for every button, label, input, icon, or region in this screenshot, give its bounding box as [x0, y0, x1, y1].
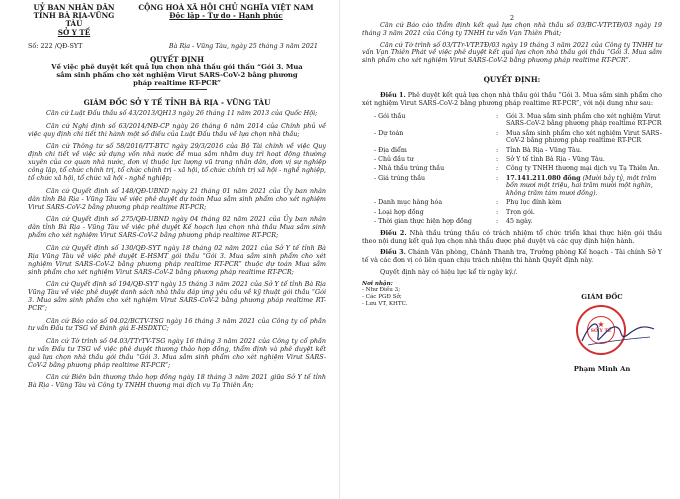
table-row: - Nhà thầu trúng thầu : Công ty TNHH thương mại dịch vụ Tạ Thiên Ân. [362, 165, 662, 174]
signature-block [542, 281, 662, 373]
legal-basis-item: Căn cứ Quyết định số 194/QĐ-SYT ngày 15 tháng 3 năm 2021 của Sở Y tế tỉnh Bà Rịa Vũng Tàu về việc phê duyệt danh sách nhà thầu đáp ứng yêu cầu về kỹ thuật gói thầu “Gói 3. Mua sắm sinh phẩm cho xét nghiệm Virut SARS-CoV-2 bằng phương pháp realtime RT-PCR”; [28, 280, 326, 312]
table-row: - Loại hợp đồng : Trọn gói. [362, 208, 662, 217]
legal-basis-item: Căn cứ Nghị định số 63/2014/NĐ-CP ngày 26 tháng 6 năm 2014 của Chính phủ về việc quy định chi tiết thi hành một số điều của Luật Đấu thầu về lựa chọn nhà thầu; [28, 121, 326, 138]
signer-name: Phạm Minh An [573, 364, 631, 373]
row-label: - Nhà thầu trúng thầu [374, 165, 445, 173]
org-line-3: SỞ Y TẾ [57, 27, 91, 37]
row-value: Tỉnh Bà Rịa - Vũng Tàu. [506, 146, 582, 154]
country-name: CỘNG HOÀ XÃ HỘI CHỦ NGHĨA VIỆT NAM [138, 3, 314, 12]
table-row: - Chủ đầu tư : Sở Y tế tỉnh Bà Rịa - Vũng Tàu. [362, 155, 662, 164]
article-2 [362, 230, 662, 246]
row-value: Trọn gói. [506, 208, 535, 216]
seal-text: SỞ Y TẾ [590, 328, 612, 334]
article-1-text: Phê duyệt kết quả lựa chọn nhà thầu gói thầu “Gói 3. Mua sắm sinh phẩm cho xét nghiệm Virut SARS-CoV-2 bằng phương pháp realtime RT-PCR”, với nội dung như sau: [362, 91, 662, 108]
row-label: - Danh mục hàng hóa [374, 199, 443, 207]
seal-star-icon: ★ [597, 319, 605, 329]
page-number: 2 [509, 14, 515, 22]
recipient-item: - Như Điều 3; [362, 287, 401, 294]
legal-basis-item: Căn cứ Báo cáo số 04.02/BCTV-TSG ngày 16 tháng 3 năm 2021 của Công ty cổ phần tư vấn Đấu tư TSG về Đánh giá E-HSDXTC; [28, 316, 326, 333]
org-line-1: UỶ BAN NHÂN DÂN [33, 3, 115, 12]
article-3 [362, 249, 662, 265]
effective-clause: Quyết định này có hiệu lực kể từ ngày ký./. [380, 267, 518, 276]
article-1 [362, 92, 662, 108]
page-2 [340, 0, 680, 499]
table-row: - Địa điểm : Tỉnh Bà Rịa - Vũng Tàu. [362, 146, 662, 155]
decision-heading: QUYẾT ĐỊNH: [483, 75, 541, 85]
row-label: - Gói thầu [374, 112, 406, 120]
row-label: - Dự toán [374, 129, 404, 137]
legal-basis-item: Căn cứ Tờ trình số 03/TTr-VTP.TĐ/03 ngày 19 tháng 3 năm 2021 của Công ty TNHH tư vấn Vạn Thiên Phát về việc phê duyệt kết quả lựa chọn nhà thầu gói thầu “Gói 3. Mua sắm sinh phẩm cho xét nghiệm Virut SARS-CoV-2 bằng phương pháp realtime RT-PCR”. [362, 40, 662, 65]
row-value: Sở Y tế tỉnh Bà Rịa - Vũng Tàu. [506, 156, 605, 164]
row-label: - Thời gian thực hiện hợp đồng [374, 218, 472, 226]
row-label: - Loại hợp đồng [374, 208, 424, 216]
recipients-block [362, 281, 472, 373]
signature-section [362, 281, 662, 373]
table-row: - Danh mục hàng hóa : Phụ lục đính kèm [362, 198, 662, 207]
legal-basis-item: Căn cứ Quyết định số 148/QĐ-UBND ngày 21 tháng 01 năm 2021 của Ủy ban nhân dân tỉnh Bà Rịa - Vũng Tàu về việc phê duyệt dự toán Mua sắm sinh phẩm cho xét nghiệm Virut SARS-CoV-2 bằng phương pháp realtime RT-PCR; [28, 186, 326, 211]
decision-title: QUYẾT ĐỊNH [150, 54, 204, 64]
row-label: - Chủ đầu tư [374, 156, 414, 164]
recipient-item: - Lưu VT, KHTC. [362, 300, 408, 307]
row-value: Gói 3. Mua sắm sinh phẩm cho xét nghiệm Virut SARS-CoV-2 bằng phương pháp realtime RT-PCR [506, 112, 662, 128]
row-label: - Giá trúng thầu [374, 174, 426, 182]
table-row: - Thời gian thực hiện hợp đồng : 45 ngày. [362, 217, 662, 226]
table-row: - Giá trúng thầu : 17.141.211.080 đồng (Mười bảy tỷ, một trăm bốn mươi một triệu, hai trăm mười một nghìn, không trăm tám mươi đồng). [362, 174, 662, 199]
row-label: - Địa điểm [374, 146, 407, 154]
legal-basis-item: Căn cứ Quyết định số 275/QĐ-UBND ngày 04 tháng 02 năm 2021 của Ủy ban nhân dân tỉnh Bà Rịa - Vũng Tàu về việc phê duyệt Kế hoạch lựa chọn nhà thầu Mua sắm sinh phẩm cho xét nghiệm Virut SARS-CoV-2 bằng phương pháp realtime RT-PCR; [28, 215, 326, 240]
article-1-heading: Điều 1. [380, 91, 406, 100]
signer-role: GIÁM ĐỐC [581, 292, 623, 301]
legal-bases [28, 110, 326, 390]
document-number: Số: 222 /QĐ-SYT [28, 41, 83, 50]
title-rule [147, 89, 207, 90]
award-details-table [362, 112, 662, 227]
row-value: Công ty TNHH thương mại dịch vụ Tạ Thiên Ân. [506, 165, 660, 173]
issuing-authority: GIÁM ĐỐC SỞ Y TẾ TỈNH BÀ RỊA - VŨNG TÀU [83, 98, 271, 108]
row-value [506, 174, 662, 199]
decision-subtitle: Về việc phê duyệt kết quả lựa chọn nhà thầu gói thầu “Gói 3. Mua sắm sinh phẩm cho xét nghiệm Virut SARS-CoV-2 bằng phương pháp realtime RT-PCR” [51, 63, 303, 87]
recipient-item: - Các PGĐ Sở; [362, 294, 402, 301]
issuing-organization [28, 4, 120, 37]
recipients-heading: Nơi nhận: [362, 280, 393, 287]
contract-amount: 17.141.211.080 đồng [506, 174, 581, 182]
national-motto: Độc lập - Tự do - Hạnh phúc [169, 11, 283, 21]
place-date: Bà Rịa - Vũng Tàu, ngày 25 tháng 3 năm 2021 [168, 41, 318, 50]
org-line-2: TỈNH BÀ RỊA-VŨNG TÀU [33, 11, 115, 29]
article-2-text: Nhà thầu trúng thầu có trách nhiệm tổ chức triển khai thực hiện gói thầu theo nội dung kết quả lựa chọn nhà thầu được phê duyệt và các quy định hiện hành. [362, 228, 662, 245]
legal-basis-item: Căn cứ Thông tư số 58/2016/TT-BTC ngày 29/3/2016 của Bộ Tài chính về việc Quy định chi tiết về việc sử dụng vốn nhà nước để mua sắm nhằm duy trì hoạt động thường xuyên của cơ quan nhà nước, đơn vị thuộc lực lượng vũ trang nhân dân, đơn vị sự nghiệp công lập, tổ chức chính trị, tổ chức chính trị - xã hội, tổ chức chính trị xã hội - nghề nghiệp, tổ chức xã hội, tổ chức xã hội - nghề nghiệp; [28, 142, 326, 183]
legal-basis-item: Căn cứ Biên bản thương thảo hợp đồng ngày 18 tháng 3 năm 2021 giữa Sở Y tế tỉnh Bà Rịa - Vũng Tàu và Công ty TNHH thương mại dịch vụ Tạ Thiên Ân; [28, 373, 326, 390]
legal-basis-item: Căn cứ Quyết định số 130/QĐ-SYT ngày 18 tháng 02 năm 2021 của Sở Y tế tỉnh Bà Rịa Vũng Tàu về việc phê duyệt E-HSMT gói thầu “Gói 3. Mua sắm sinh phẩm cho xét nghiệm Virut SARS-CoV-2 bằng phương pháp realtime RT-PCR” thuộc dự toán Mua sắm sinh phẩm cho xét nghiệm Virut SARS-CoV-2 bằng phương pháp realtime RT-PCR; [28, 243, 326, 276]
row-value: Phụ lục đính kèm [506, 199, 562, 207]
number-date-row [28, 42, 326, 50]
table-row: - Gói thầu : Gói 3. Mua sắm sinh phẩm cho xét nghiệm Virut SARS-CoV-2 bằng phương pháp realtime RT-PCR [362, 112, 662, 129]
amount-in-words: (Mười bảy tỷ, một trăm bốn mươi một triệu, hai trăm mười một nghìn, không trăm tám mươi đồng). [506, 174, 657, 197]
article-2-heading: Điều 2. [380, 228, 407, 237]
legal-basis-item: Căn cứ Báo cáo thẩm định kết quả lựa chọn nhà thầu số 03/BC-VTP.TĐ/03 ngày 19 tháng 3 năm 2021 của Công ty TNHH tư vấn Vạn Thiên Phát; [362, 21, 662, 37]
table-row: - Dự toán : Mua sắm sinh phẩm cho xét nghiệm Virut SARS-CoV-2 bằng phương pháp realtime RT-PCR [362, 129, 662, 146]
national-heading [120, 4, 326, 37]
article-3-text: Chánh Văn phòng, Chánh Thanh tra, Trưởng phòng Kế hoạch - Tài chính Sở Y tế và các đơn vị có liên quan chịu trách nhiệm thi hành Quyết định này. [362, 248, 662, 265]
row-value: Mua sắm sinh phẩm cho xét nghiệm Virut SARS-CoV-2 bằng phương pháp realtime RT-PCR [506, 129, 662, 145]
legal-basis-item: Căn cứ Luật Đấu thầu số 43/2013/QH13 ngày 26 tháng 11 năm 2013 của Quốc Hội; [46, 109, 318, 118]
handwritten-signature [578, 315, 658, 351]
row-value: 45 ngày. [506, 218, 533, 226]
document-header [28, 4, 326, 37]
article-3-heading: Điều 3. [380, 248, 406, 257]
legal-basis-item: Căn cứ Tờ trình số 04.03/TTrTV-TSG ngày 16 tháng 3 năm 2021 của Công ty cổ phần tư vấn Đấu tư TSG về việc phê duyệt thương thảo hợp đồng, thẩm định và phê duyệt kết quả lựa chọn nhà thầu gói thầu “Gói 3. Mua sắm sinh phẩm cho xét nghiệm Virut SARS-CoV-2 bằng phương pháp realtime RT-PCR”; [28, 337, 326, 369]
